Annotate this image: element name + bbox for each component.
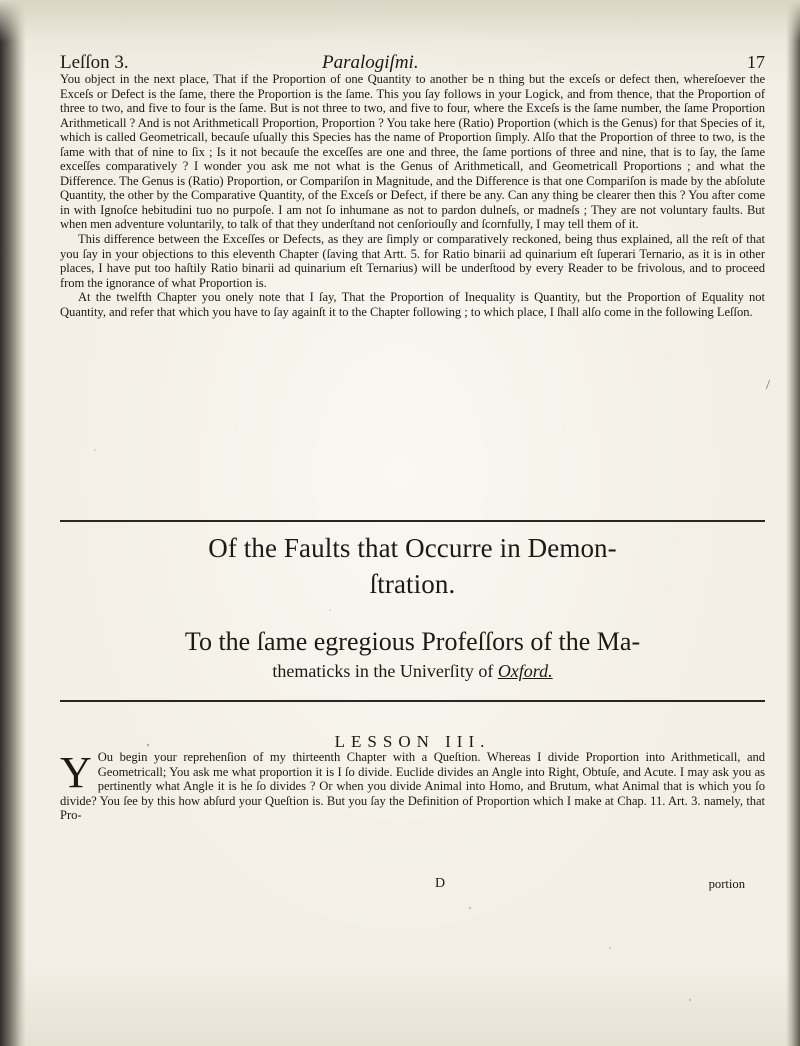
lesson-heading: LESSON III. (334, 732, 491, 751)
dedication-text: thematicks in the Univerſity of (272, 661, 498, 681)
header-running-title: Paralogiſmi. (322, 52, 419, 73)
paragraph-2: This difference between the Exceſſes or Defects, as they are ſimply or comparatively reckoned, being thus explained, all the reſt of that you ſay in your objections to this eleventh Chapter (ſaving that Artt. 5. for Ratio binarii ad quinarium eſt ſuperari Ternario, as it is in other places, I have put too haſtily Ratio binarii ad quinarium eſt Ternarius) will be underſtood by every Reader to be frivolous, and to proceed from the ignorance of what Proportion is. (60, 232, 765, 290)
header-section: Leſſon 3. (60, 52, 129, 73)
dedication-line-1: To the ſame egregious Profeſſors of the Ma- (184, 627, 641, 656)
signature-mark: D (435, 876, 446, 891)
section-title-line-2: ſtration. (369, 569, 456, 599)
paragraph-1: You object in the next place, That if the Proportion of one Quantity to another be n thing but the exceſs or defect then, whereſoever the Exceſs or Defect is the ſame, there the Proportion is the ſame. This you ſay follows in your Logick, and from thence, that the Proportion of three to two, and five to four is the ſame. But is not three to two, and five to four, where the Exceſs is the ſame number, the ſame Proportion Arithmeticall ? And is not Arithmeticall Proportion, Proportion ? You take here (Ratio) Proportion (which is the Genus) for that Species of it, which is called Geometricall, becauſe uſually this Species has the name of Proportion ſimply. Alſo that the Proportion of three to two, is the ſame with that of nine to ſix ; Is it not becauſe the exceſſes are one and three, the ſame portions of three and nine, that is to ſay, the ſame exceſſes comparatively ? I wonder you ask me not what is the Genus of Arithmeticall, and Geometricall Proportions ; and what the Difference. The Genus is (Ratio) Proportion, or Compariſon in Magnitude, and the Difference is that one Compariſon is made by the abſolute Quantity, the other by the Comparative Quantity, of the Exceſs or Defect, if there be any. Can any thing be clearer then this ? You after come in with Ignoſce hebitudini tuo no purpoſe. I am not ſo inhumane as not to pardon dulneſs, or madneſs ; They are not voluntary faults. But when men adventure voluntarily, to talk of that they underſtand not cenſoriouſly and ſcornfully, I may tell them of it. (60, 72, 765, 232)
section-title-line-1: Of the Faults that Occurre in Demon- (208, 533, 617, 563)
margin-mark: / (766, 378, 770, 393)
dedication-place: Oxford. (497, 661, 553, 681)
paragraph-3: At the twelfth Chapter you onely note that I ſay, That the Proportion of Inequality is Quantity, but the Proportion of Equality not Quantity, and refer that which you have to ſay againſt it to the Chapter following ; to which place, I ſhall alſo come in the following Leſſon. (60, 290, 765, 319)
catchword: portion (708, 877, 745, 891)
header-page-number: 17 (747, 52, 765, 72)
drop-cap: Y (60, 748, 92, 797)
lesson-paragraph-text: Ou begin your reprehenſion of my thirteenth Chapter with a Queſtion. Whereas I divide Proportion into Arithmeticall, and Geometricall; You ask me what proportion it is I ſo divide. Euclide divides an Angle into Right, Obtuſe, and Acute. I may ask you as pertinently what Angle it is he ſo divides ? Or when you divide Animal into Homo, and Brutum, what Animal that is which you ſo divide? You ſee by this how abſurd your Queſtion is. But you ſay the Definition of Proportion which I make at Chap. 11. Art. 3. namely, that Pro- (60, 750, 765, 823)
